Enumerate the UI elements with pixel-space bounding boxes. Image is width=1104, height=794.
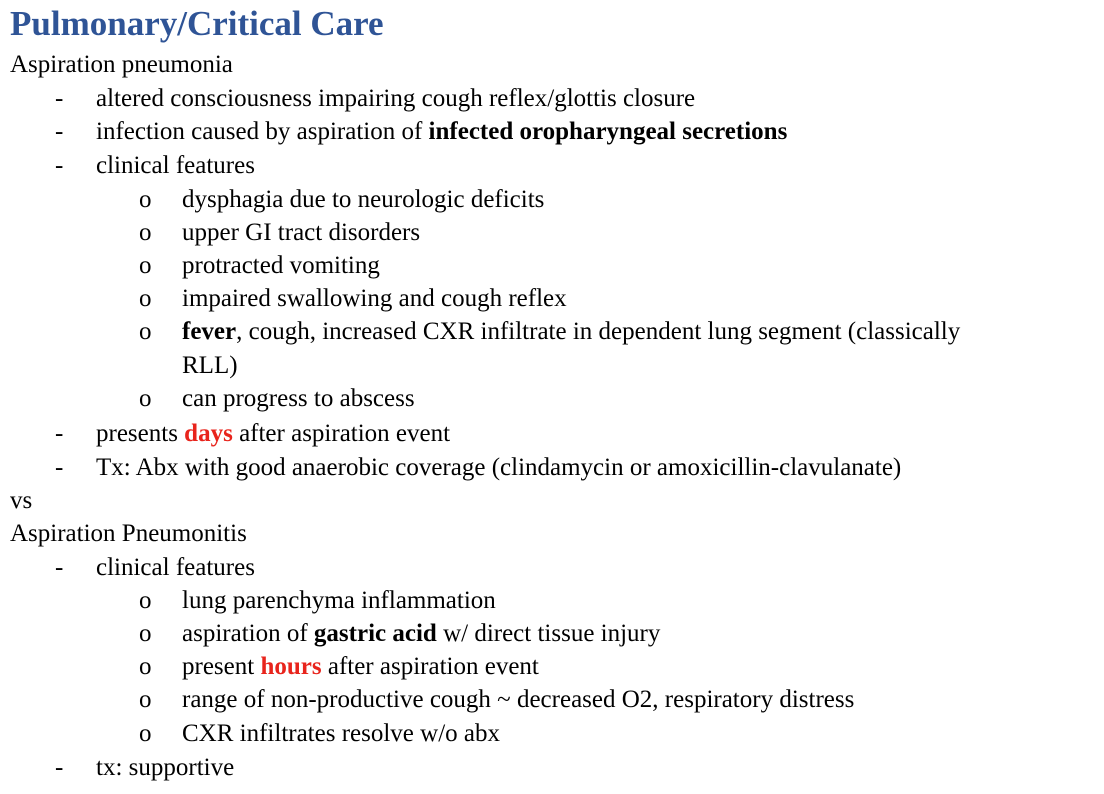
sub-bullet-marker: o — [139, 720, 152, 747]
bullet-marker: - — [55, 420, 64, 447]
list-item: clinical features — [96, 554, 255, 581]
sub-list-item: dysphagia due to neurologic deficits — [182, 186, 545, 213]
list-item: clinical features — [96, 152, 255, 179]
sub-list-item: CXR infiltrates resolve w/o abx — [182, 720, 500, 747]
sub-bullet-marker: o — [139, 653, 152, 680]
sub-bullet-marker: o — [139, 252, 152, 279]
sub-bullet-marker: o — [139, 285, 152, 312]
page-title: Pulmonary/Critical Care — [10, 4, 384, 43]
sub-bullet-marker: o — [139, 385, 152, 412]
sub-list-item — [182, 315, 960, 348]
emphasis-bold: fever — [182, 318, 237, 345]
list-item-text: , cough, increased CXR infiltrate in dependent lung segment (classically — [236, 318, 961, 345]
emphasis-bold: infected oropharyngeal secretions — [428, 118, 788, 145]
sub-bullet-marker: o — [139, 318, 152, 345]
section-heading-pneumonia: Aspiration pneumonia — [10, 51, 233, 78]
bullet-marker: - — [55, 554, 64, 581]
sub-list-item: can progress to abscess — [182, 385, 415, 412]
list-item — [96, 417, 450, 450]
list-item-text: w/ direct tissue injury — [436, 620, 661, 647]
sub-list-item — [182, 617, 660, 650]
sub-bullet-marker: o — [139, 686, 152, 713]
sub-list-item-continuation: RLL) — [182, 352, 238, 379]
emphasis-red: hours — [260, 653, 322, 680]
list-item — [96, 115, 787, 148]
bullet-marker: - — [55, 85, 64, 112]
sub-list-item: upper GI tract disorders — [182, 219, 421, 246]
vs-separator: vs — [10, 487, 33, 514]
bullet-marker: - — [55, 152, 64, 179]
bullet-marker: - — [55, 754, 64, 781]
list-item-text: after aspiration event — [321, 653, 539, 680]
sub-list-item: lung parenchyma inflammation — [182, 587, 496, 614]
sub-list-item: protracted vomiting — [182, 252, 380, 279]
list-item-text: after aspiration event — [232, 420, 451, 447]
emphasis-bold: gastric acid — [313, 620, 437, 647]
list-item-text: aspiration of — [182, 620, 314, 647]
sub-bullet-marker: o — [139, 620, 152, 647]
list-item-text: infection caused by aspiration of — [96, 118, 429, 145]
bullet-marker: - — [55, 454, 64, 481]
list-item: altered consciousness impairing cough reflex/glottis closure — [96, 85, 696, 112]
emphasis-red: days — [184, 420, 233, 447]
sub-list-item — [182, 650, 539, 683]
section-heading-pneumonitis: Aspiration Pneumonitis — [10, 520, 247, 547]
list-item-text: presents — [96, 420, 185, 447]
sub-list-item: impaired swallowing and cough reflex — [182, 285, 567, 312]
list-item: Tx: Abx with good anaerobic coverage (clindamycin or amoxicillin-clavulanate) — [96, 454, 902, 481]
list-item: tx: supportive — [96, 754, 235, 781]
bullet-marker: - — [55, 118, 64, 145]
sub-bullet-marker: o — [139, 587, 152, 614]
sub-list-item: range of non-productive cough ~ decreased O2, respiratory distress — [182, 686, 855, 713]
sub-bullet-marker: o — [139, 219, 152, 246]
sub-bullet-marker: o — [139, 186, 152, 213]
list-item-text: present — [182, 653, 261, 680]
